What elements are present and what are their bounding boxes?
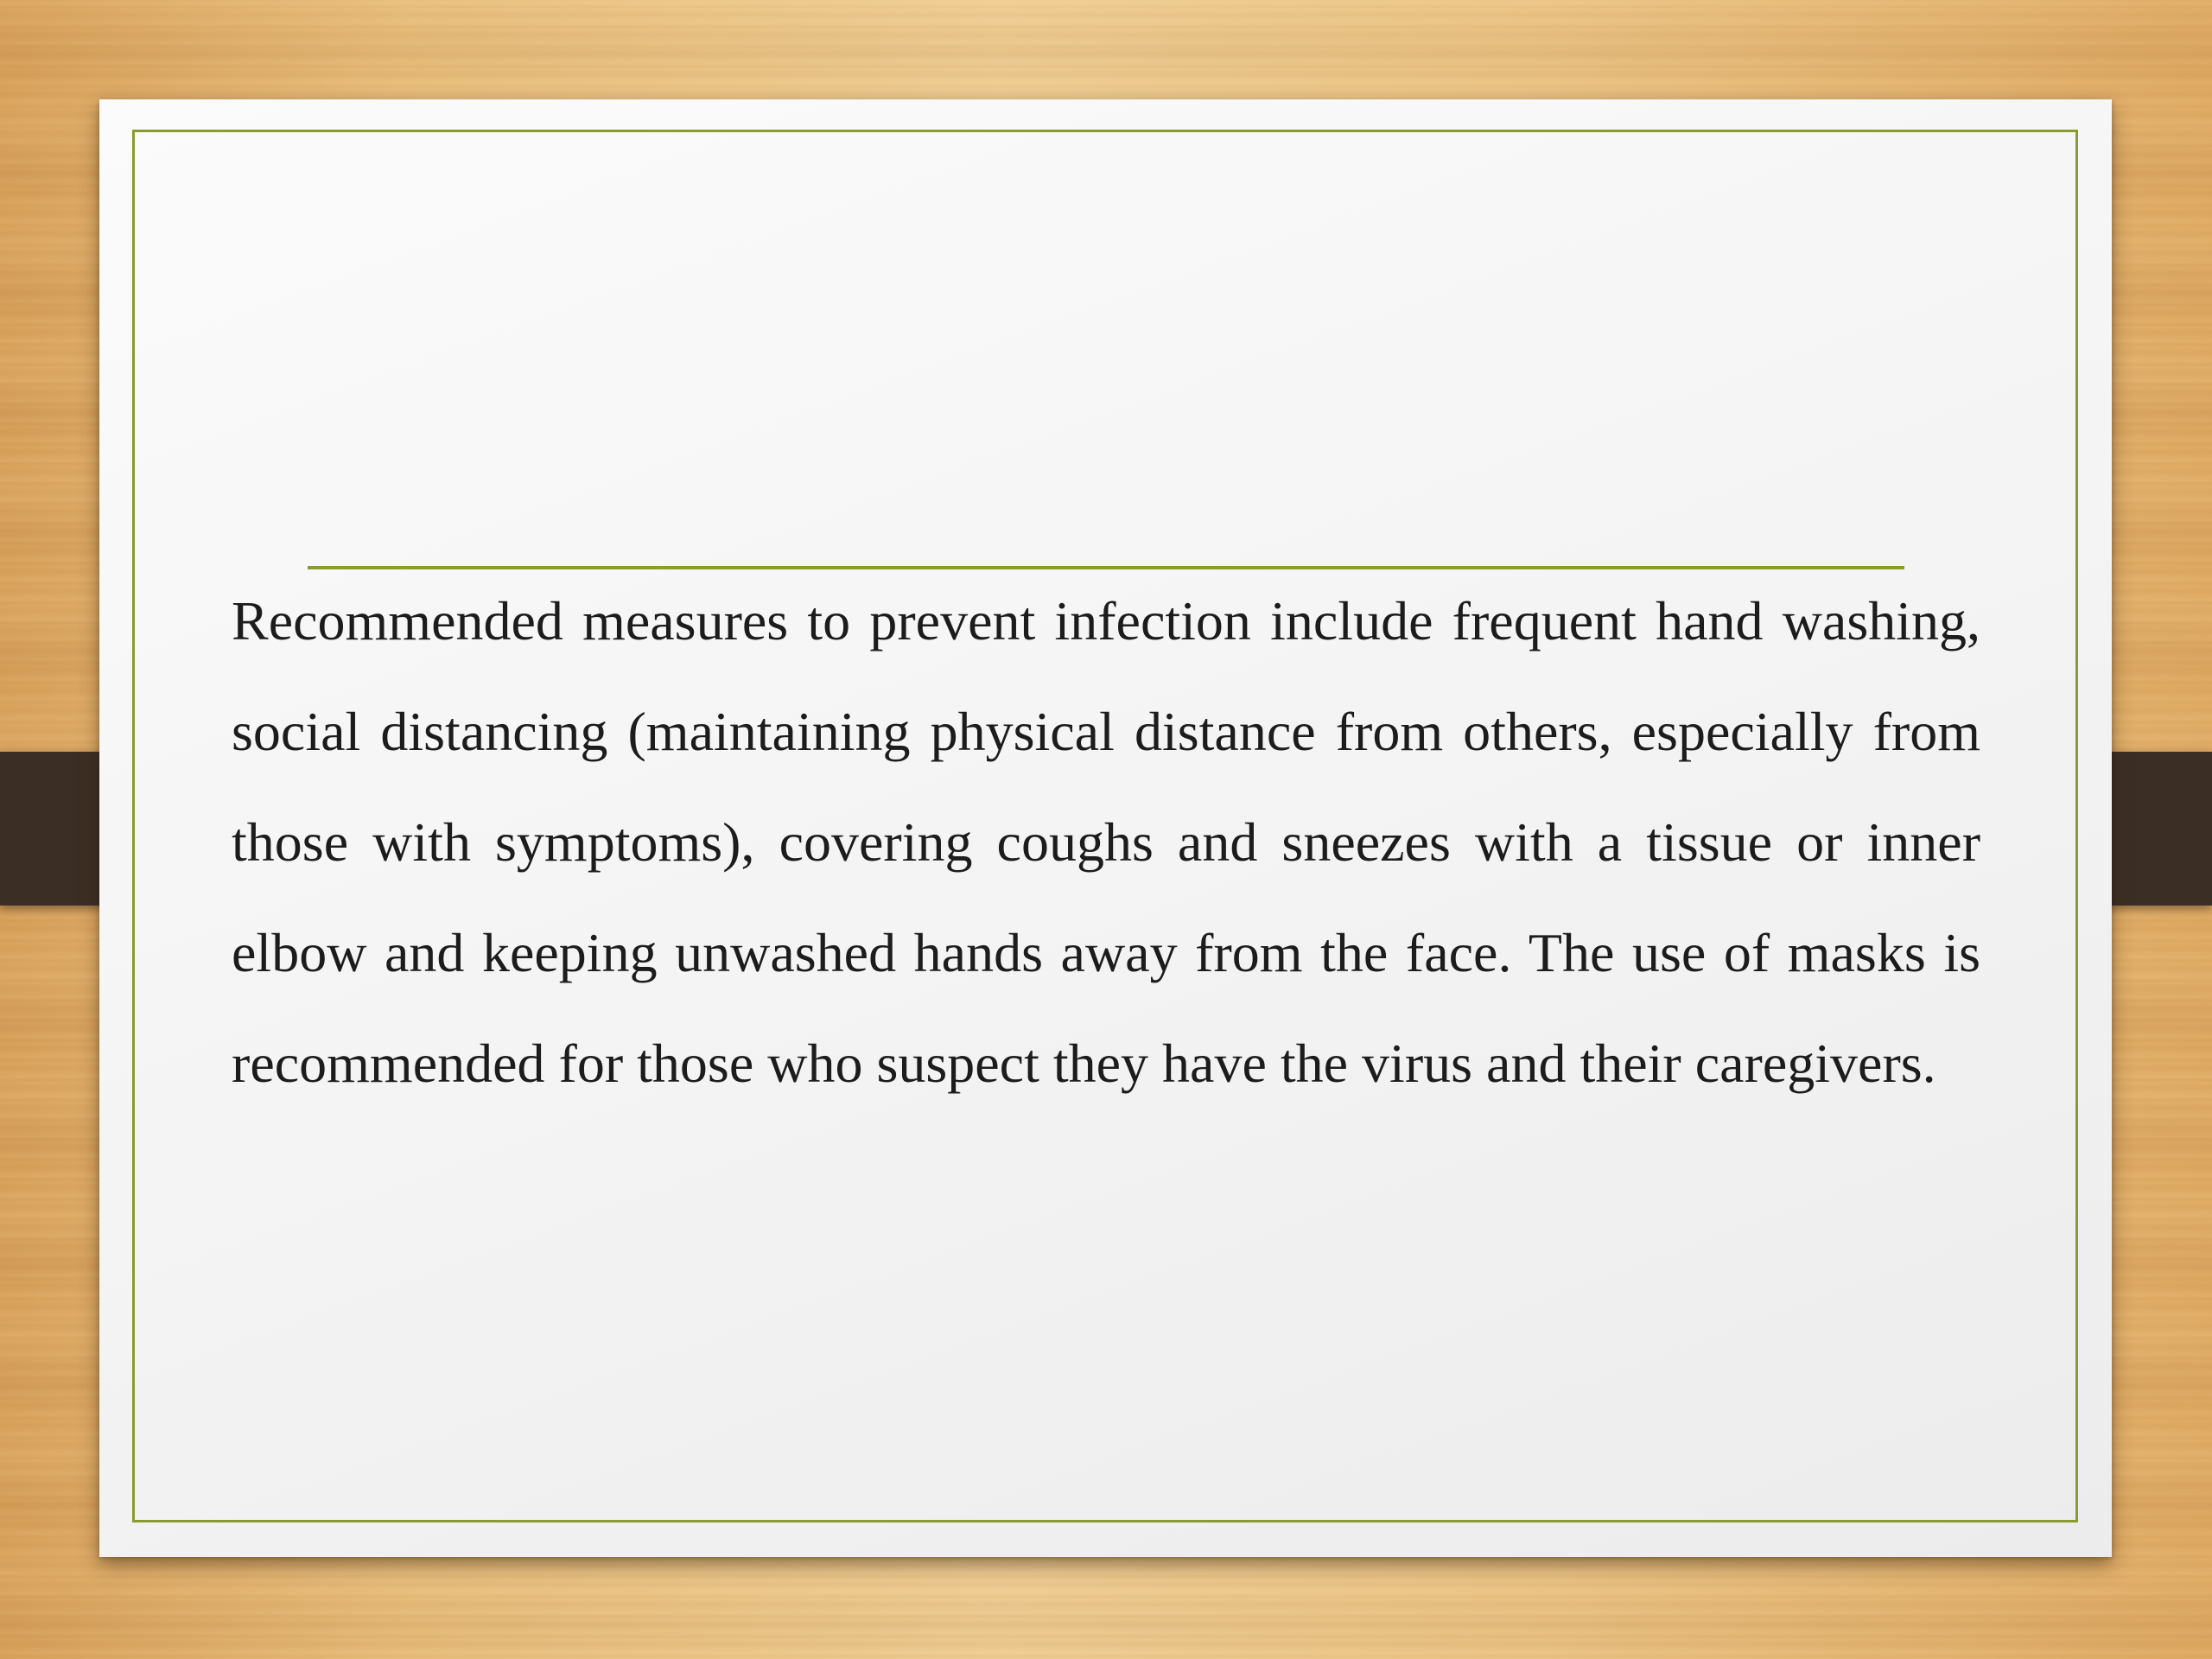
slide-body-text: Recommended measures to prevent infection include frequent hand washing, social distancing (maintaining physical distance from others, especially from those with symptoms), covering coughs and sneezes with a tissue or inner elbow and keeping unwashed hands away from the face. The use of masks is recommended for those who suspect they have the virus and their caregivers. [232, 590, 1980, 1094]
